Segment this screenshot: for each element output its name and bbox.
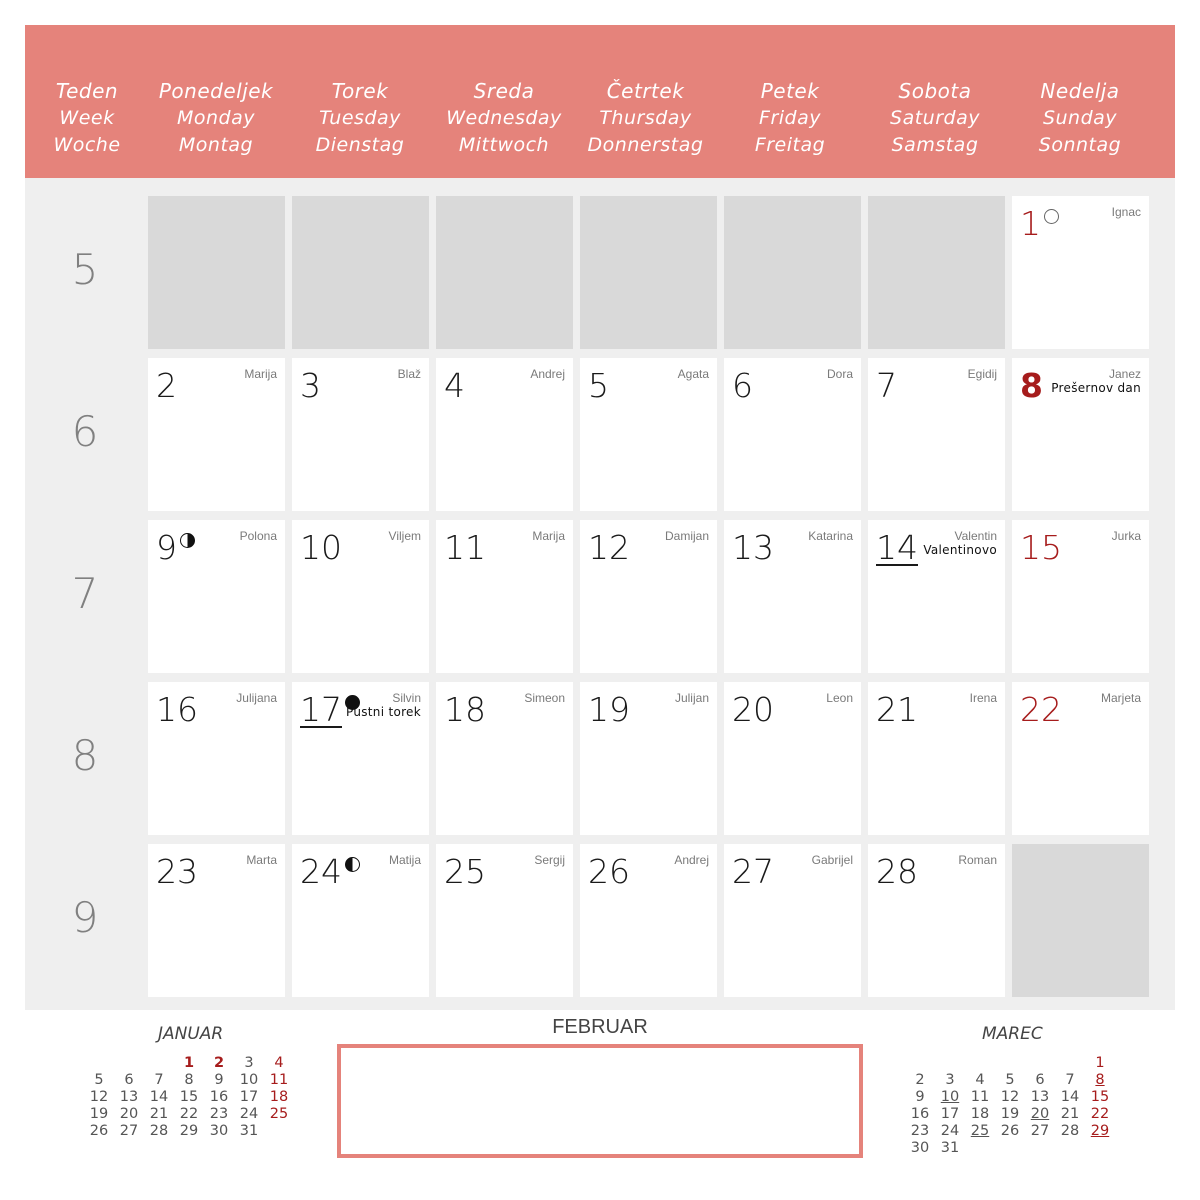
mini-day: 23	[910, 1123, 930, 1139]
header-label-sl: Petek	[760, 79, 820, 103]
day-number: 3	[300, 366, 321, 405]
day-cell-27[interactable]	[724, 844, 861, 997]
day-cell-4[interactable]	[436, 358, 573, 511]
day-cell-10[interactable]	[292, 520, 429, 673]
day-cell-21[interactable]	[868, 682, 1005, 835]
day-number: 25	[444, 852, 486, 891]
month-title: FEBRUAR	[552, 1016, 648, 1038]
mini-day: 17	[940, 1106, 960, 1122]
mini-day: 16	[209, 1089, 229, 1105]
name-day: Silvin	[392, 691, 421, 705]
mini-day: 29	[179, 1123, 199, 1139]
mini-calendar-title: MAREC	[982, 1024, 1043, 1044]
day-number: 27	[732, 852, 774, 891]
mini-day: 9	[214, 1072, 224, 1088]
mini-day: 26	[1000, 1123, 1020, 1139]
name-day: Janez	[1108, 367, 1141, 381]
day-cell-6[interactable]	[724, 358, 861, 511]
day-cell-18[interactable]	[436, 682, 573, 835]
day-cell-23[interactable]	[148, 844, 285, 997]
header-label-sl: Ponedeljek	[158, 79, 274, 103]
mini-day: 16	[910, 1106, 930, 1122]
day-number: 22	[1020, 690, 1062, 729]
empty-day-cell	[580, 196, 717, 349]
day-number: 26	[588, 852, 630, 891]
day-number: 5	[588, 366, 609, 405]
day-cell-28[interactable]	[868, 844, 1005, 997]
day-number: 13	[732, 528, 774, 567]
week-number: 8	[71, 731, 99, 780]
day-number: 24	[300, 852, 360, 892]
header-label-de: Montag	[178, 134, 254, 156]
day-cell-17[interactable]	[292, 682, 429, 835]
name-day: Simeon	[524, 691, 565, 705]
day-cell-1[interactable]	[1012, 196, 1149, 349]
holiday-label: Valentinovo	[923, 543, 997, 557]
mini-day: 6	[124, 1072, 134, 1088]
day-number: 19	[588, 690, 630, 729]
day-number: 8	[1020, 366, 1043, 405]
name-day: Polona	[239, 529, 277, 543]
name-day: Andrej	[674, 853, 709, 867]
name-day: Damijan	[664, 529, 709, 543]
mini-day: 19	[89, 1106, 109, 1122]
mini-day: 18	[269, 1089, 289, 1105]
mini-day: 29	[1090, 1123, 1110, 1139]
mini-calendar-januar	[85, 1024, 295, 1154]
header-col-thursday	[578, 78, 713, 159]
empty-day-cell	[292, 196, 429, 349]
header-col-week	[53, 78, 121, 159]
day-number: 14	[876, 528, 918, 567]
header-label-sl: Torek	[331, 79, 389, 103]
header-label-de: Mittwoch	[458, 134, 550, 156]
last-quarter-icon	[180, 533, 195, 548]
week-number: 9	[71, 893, 99, 942]
header-col-wednesday	[439, 78, 569, 159]
name-day: Agata	[677, 367, 709, 381]
name-day: Irena	[969, 691, 997, 705]
mini-day: 10	[239, 1072, 259, 1088]
header-label-de: Freitag	[754, 134, 826, 156]
header-label-en: Wednesday	[446, 107, 562, 129]
name-day: Ignac	[1111, 205, 1141, 219]
mini-day: 30	[209, 1123, 229, 1139]
day-cell-16[interactable]	[148, 682, 285, 835]
mini-day: 6	[1035, 1072, 1045, 1088]
day-number: 1	[1020, 204, 1059, 244]
day-number: 18	[444, 690, 486, 729]
header-label-en: Thursday	[599, 107, 692, 129]
day-number: 11	[444, 528, 486, 567]
week-number: 7	[71, 569, 99, 618]
day-number: 21	[876, 690, 918, 729]
name-day: Marjeta	[1100, 691, 1141, 705]
day-cell-15[interactable]	[1012, 520, 1149, 673]
name-day: Andrej	[530, 367, 565, 381]
mini-day: 12	[89, 1089, 109, 1105]
mini-day: 20	[119, 1106, 139, 1122]
mini-day: 23	[209, 1106, 229, 1122]
empty-day-cell	[868, 196, 1005, 349]
mini-day: 25	[269, 1106, 289, 1122]
header-label-de: Samstag	[891, 134, 979, 156]
mini-day: 13	[1030, 1089, 1050, 1105]
mini-day: 30	[910, 1140, 930, 1156]
header-col-saturday	[870, 78, 1000, 159]
header-col-monday	[151, 78, 281, 159]
day-cell-22[interactable]	[1012, 682, 1149, 835]
empty-day-cell	[148, 196, 285, 349]
day-cell-26[interactable]	[580, 844, 717, 997]
day-cell-3[interactable]	[292, 358, 429, 511]
mini-day: 15	[179, 1089, 199, 1105]
mini-day: 10	[940, 1089, 960, 1105]
day-cell-9[interactable]	[148, 520, 285, 673]
mini-day: 20	[1030, 1106, 1050, 1122]
mini-day: 14	[149, 1089, 169, 1105]
mini-day: 18	[970, 1106, 990, 1122]
name-day: Valentin	[954, 529, 997, 543]
header-label-sl: Sobota	[898, 79, 972, 103]
header-col-sunday	[1015, 78, 1145, 159]
day-number: 23	[156, 852, 198, 891]
full-moon-icon	[1044, 209, 1059, 224]
mini-day: 5	[1005, 1072, 1015, 1088]
day-cell-20[interactable]	[724, 682, 861, 835]
mini-day: 2	[213, 1055, 225, 1071]
mini-day: 3	[945, 1072, 955, 1088]
day-number: 15	[1020, 528, 1062, 567]
name-day: Egidij	[967, 367, 997, 381]
day-cell-24[interactable]	[292, 844, 429, 997]
day-cell-14[interactable]	[868, 520, 1005, 673]
mini-day: 26	[89, 1123, 109, 1139]
mini-day: 5	[94, 1072, 104, 1088]
first-quarter-icon	[345, 857, 360, 872]
mini-day: 12	[1000, 1089, 1020, 1105]
mini-day: 28	[149, 1123, 169, 1139]
empty-day-cell	[436, 196, 573, 349]
mini-calendar-title: JANUAR	[158, 1024, 224, 1044]
day-cell-5[interactable]	[580, 358, 717, 511]
name-day: Marta	[246, 853, 277, 867]
mini-day: 31	[239, 1123, 259, 1139]
header-label-de: Woche	[53, 134, 121, 156]
day-cell-2[interactable]	[148, 358, 285, 511]
mini-day: 17	[239, 1089, 259, 1105]
day-cell-7[interactable]	[868, 358, 1005, 511]
name-day: Blaž	[397, 367, 421, 381]
mini-day: 19	[1000, 1106, 1020, 1122]
day-cell-13[interactable]	[724, 520, 861, 673]
header-label-en: Week	[59, 107, 115, 129]
notes-box[interactable]	[337, 1044, 863, 1158]
week-number: 5	[71, 245, 99, 294]
header-col-tuesday	[295, 78, 425, 159]
name-day: Jurka	[1111, 529, 1141, 543]
mini-day: 2	[915, 1072, 925, 1088]
header-label-de: Dienstag	[315, 134, 405, 156]
mini-day: 27	[1030, 1123, 1050, 1139]
week-number: 6	[71, 407, 99, 456]
header-label-sl: Teden	[55, 79, 119, 103]
mini-day: 11	[269, 1072, 289, 1088]
mini-day: 24	[940, 1123, 960, 1139]
header-label-de: Donnerstag	[587, 134, 704, 156]
name-day: Leon	[826, 691, 853, 705]
holiday-label: Pustni torek	[346, 705, 421, 719]
mini-day: 7	[154, 1072, 164, 1088]
mini-day: 22	[1090, 1106, 1110, 1122]
mini-day: 4	[274, 1055, 284, 1071]
name-day: Matija	[388, 853, 421, 867]
day-cell-11[interactable]	[436, 520, 573, 673]
name-day: Julijana	[236, 691, 277, 705]
mini-day: 8	[184, 1072, 194, 1088]
day-number: 4	[444, 366, 465, 405]
mini-day: 4	[975, 1072, 985, 1088]
mini-day: 27	[119, 1123, 139, 1139]
mini-day: 3	[244, 1055, 254, 1071]
header-label-en: Friday	[759, 107, 821, 129]
name-day: Roman	[958, 853, 997, 867]
day-cell-12[interactable]	[580, 520, 717, 673]
day-number: 20	[732, 690, 774, 729]
header-label-sl: Nedelja	[1040, 79, 1120, 103]
holiday-label: Prešernov dan	[1051, 381, 1141, 395]
mini-day: 24	[239, 1106, 259, 1122]
header-label-en: Monday	[176, 107, 255, 129]
day-cell-25[interactable]	[436, 844, 573, 997]
day-number: 7	[876, 366, 897, 405]
empty-day-cell	[1012, 844, 1149, 997]
mini-day: 8	[1095, 1072, 1105, 1088]
mini-day: 15	[1090, 1089, 1110, 1105]
name-day: Marija	[244, 367, 277, 381]
name-day: Sergij	[534, 853, 565, 867]
day-number: 17	[300, 690, 360, 730]
day-number: 6	[732, 366, 753, 405]
mini-day: 14	[1060, 1089, 1080, 1105]
header-label-en: Sunday	[1042, 107, 1118, 129]
header-label-en: Saturday	[890, 107, 980, 129]
empty-day-cell	[724, 196, 861, 349]
mini-day: 25	[970, 1123, 990, 1139]
header-label-en: Tuesday	[319, 107, 401, 129]
mini-day: 1	[183, 1055, 195, 1071]
header-col-friday	[725, 78, 855, 159]
mini-day: 21	[149, 1106, 169, 1122]
name-day: Viljem	[388, 529, 421, 543]
mini-day: 22	[179, 1106, 199, 1122]
day-number: 2	[156, 366, 177, 405]
mini-day: 7	[1065, 1072, 1075, 1088]
mini-day: 9	[915, 1089, 925, 1105]
mini-day: 1	[1095, 1055, 1105, 1071]
mini-calendar-marec	[906, 1024, 1116, 1164]
day-number: 10	[300, 528, 342, 567]
header-label-de: Sonntag	[1038, 134, 1122, 156]
mini-day: 28	[1060, 1123, 1080, 1139]
mini-day: 21	[1060, 1106, 1080, 1122]
mini-day: 11	[970, 1089, 990, 1105]
day-number: 28	[876, 852, 918, 891]
name-day: Gabrijel	[811, 853, 853, 867]
name-day: Dora	[826, 367, 853, 381]
name-day: Katarina	[808, 529, 853, 543]
mini-day: 31	[940, 1140, 960, 1156]
day-number: 9	[156, 528, 195, 568]
day-cell-19[interactable]	[580, 682, 717, 835]
name-day: Marija	[532, 529, 565, 543]
mini-day: 13	[119, 1089, 139, 1105]
day-number: 16	[156, 690, 198, 729]
header-label-sl: Četrtek	[606, 79, 685, 103]
weekday-header	[25, 25, 1175, 178]
header-label-sl: Sreda	[473, 79, 535, 103]
day-cell-8[interactable]	[1012, 358, 1149, 511]
name-day: Julijan	[674, 691, 709, 705]
day-number: 12	[588, 528, 630, 567]
